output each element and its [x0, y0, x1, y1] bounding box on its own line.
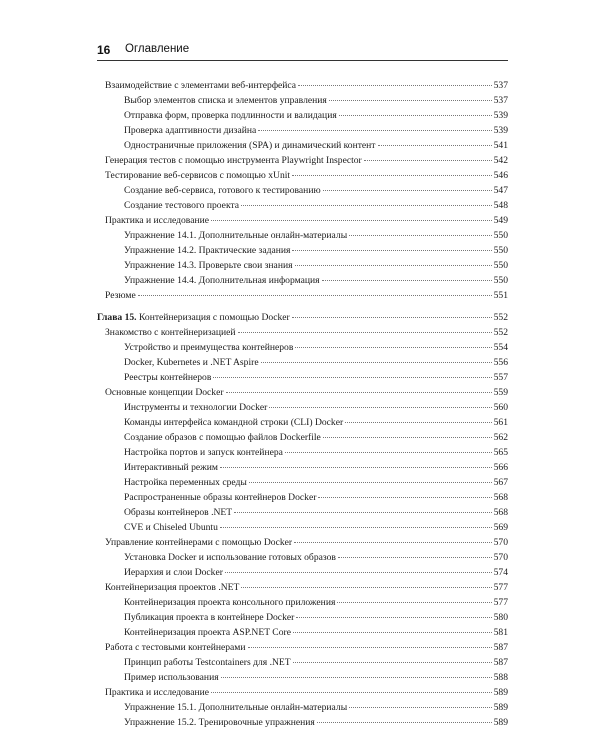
- toc-entry-title: Инструменты и технологии Docker: [124, 402, 268, 413]
- toc-entry-title: Распространенные образы контейнеров Docker: [124, 492, 317, 503]
- leader-dots: [293, 662, 492, 663]
- leader-dots: [248, 647, 492, 648]
- leader-dots: [211, 220, 492, 221]
- toc-entry[interactable]: [97, 108, 508, 123]
- toc-page-number: 550: [493, 275, 508, 286]
- toc-entry[interactable]: [97, 655, 508, 670]
- toc-entry-title: Выбор элементов списка и элементов управления: [124, 95, 327, 106]
- toc-entry[interactable]: [97, 565, 508, 580]
- header-rule: [97, 60, 508, 61]
- toc-entry[interactable]: [97, 228, 508, 243]
- toc-entry[interactable]: [97, 685, 508, 700]
- toc-page-number: 574: [493, 567, 508, 578]
- toc-entry-title: Создание образов с помощью файлов Dockerfile: [124, 432, 321, 443]
- toc-page-number: 565: [493, 447, 508, 458]
- toc-entry-title: Настройка портов и запуск контейнера: [124, 447, 283, 458]
- leader-dots: [226, 392, 492, 393]
- toc-entry[interactable]: [97, 475, 508, 490]
- toc-entry[interactable]: [97, 670, 508, 685]
- leader-dots: [349, 235, 491, 236]
- toc-entry[interactable]: [97, 535, 508, 550]
- toc-page-number: 554: [493, 342, 508, 353]
- toc-entry-title: Реестры контейнеров: [124, 372, 212, 383]
- toc-entry-title: Взаимодействие с элементами веб-интерфейса: [105, 80, 297, 91]
- toc-entry[interactable]: [97, 625, 508, 640]
- leader-dots: [221, 677, 492, 678]
- toc-entry-title: Иерархия и слои Docker: [124, 567, 223, 578]
- leader-dots: [329, 100, 492, 101]
- toc-entry[interactable]: [97, 460, 508, 475]
- toc-entry-title: Резюме: [105, 290, 136, 301]
- toc-entry-title: Упражнение 14.1. Дополнительные онлайн-материалы: [124, 230, 348, 241]
- leader-dots: [293, 632, 492, 633]
- toc-page-number: 550: [493, 260, 508, 271]
- toc-entry-title: Тестирование веб-сервисов с помощью xUnit: [105, 170, 291, 181]
- toc-entry[interactable]: [97, 580, 508, 595]
- leader-dots: [238, 332, 492, 333]
- toc-entry-title: Устройство и преимущества контейнеров: [124, 342, 294, 353]
- toc-entry[interactable]: [97, 640, 508, 655]
- toc-page-number: 589: [493, 702, 508, 713]
- toc-entry[interactable]: [97, 430, 508, 445]
- toc-entry[interactable]: [97, 550, 508, 565]
- toc-page-number: 542: [493, 155, 508, 166]
- toc-entry-title: Команды интерфейса командной строки (CLI) Docker: [124, 417, 344, 428]
- toc-page-number: 546: [493, 170, 508, 181]
- toc-entry-title: Упражнение 14.4. Дополнительная информация: [124, 275, 320, 286]
- toc-entry[interactable]: [97, 610, 508, 625]
- leader-dots: [345, 422, 491, 423]
- toc-entry[interactable]: [97, 273, 508, 288]
- toc-entry[interactable]: [97, 400, 508, 415]
- toc-entry[interactable]: [97, 138, 508, 153]
- toc-entry-title: [97, 310, 290, 325]
- toc-page-number: 550: [493, 230, 508, 241]
- chapter-label: Глава 15.: [97, 312, 137, 323]
- toc-page-number: 568: [493, 492, 508, 503]
- toc-page-number: 557: [493, 372, 508, 383]
- toc-entry[interactable]: [97, 370, 508, 385]
- toc-entry-title: Практика и исследование: [105, 687, 209, 698]
- toc-page-number: 548: [493, 200, 508, 211]
- toc-page-number: 550: [493, 245, 508, 256]
- toc-entry-title: Контейнеризация проекта консольного приложения: [124, 597, 336, 608]
- toc-page-number: 588: [493, 672, 508, 683]
- toc-entry-title: CVE и Chiseled Ubuntu: [124, 522, 218, 533]
- leader-dots: [220, 467, 492, 468]
- toc-entry[interactable]: [97, 520, 508, 535]
- toc-entry[interactable]: [97, 258, 508, 273]
- toc-entry[interactable]: [97, 168, 508, 183]
- toc-entry-title: Одностраничные приложения (SPA) и динамический контент: [124, 140, 376, 151]
- leader-dots: [285, 452, 492, 453]
- leader-dots: [138, 295, 492, 296]
- toc-page-number: 587: [493, 642, 508, 653]
- toc-entry[interactable]: [97, 490, 508, 505]
- leader-dots: [318, 497, 491, 498]
- leader-dots: [225, 572, 492, 573]
- leader-dots: [258, 130, 491, 131]
- toc-entry-title: Создание тестового проекта: [124, 200, 240, 211]
- toc-page-number: 587: [493, 657, 508, 668]
- toc-entry[interactable]: [97, 415, 508, 430]
- toc-entry-title: Генерация тестов с помощью инструмента Playwright Inspector: [105, 155, 362, 166]
- toc-page-number: 577: [493, 597, 508, 608]
- toc-page-number: 551: [493, 290, 508, 301]
- toc-entry-title: Установка Docker и использование готовых образов: [124, 552, 336, 563]
- leader-dots: [364, 160, 492, 161]
- leader-dots: [323, 190, 492, 191]
- toc-page-number: 570: [493, 552, 508, 563]
- toc-entry-title: Отправка форм, проверка подлинности и валидация: [124, 110, 337, 121]
- toc-entry-title: Настройка переменных среды: [124, 477, 247, 488]
- toc-page-number: 539: [493, 125, 508, 136]
- toc-page-number: 581: [493, 627, 508, 638]
- toc-entry[interactable]: [97, 505, 508, 520]
- leader-dots: [213, 377, 491, 378]
- toc-entry[interactable]: [97, 153, 508, 168]
- leader-dots: [378, 145, 492, 146]
- chapter-title: Контейнеризация с помощью Docker: [136, 312, 290, 323]
- leader-dots: [322, 280, 492, 281]
- toc-entry-title: Контейнеризация проектов .NET: [105, 582, 240, 593]
- toc-page-number: 589: [493, 687, 508, 698]
- leader-dots: [298, 85, 492, 86]
- running-title: Оглавление: [125, 43, 190, 55]
- toc-entry-title: Создание веб-сервиса, готового к тестированию: [124, 185, 321, 196]
- toc-entry[interactable]: [97, 93, 508, 108]
- leader-dots: [241, 205, 492, 206]
- toc-entry-title: Основные концепции Docker: [105, 387, 224, 398]
- toc-entry-title: Принцип работы Testcontainers для .NET: [124, 657, 291, 668]
- leader-dots: [234, 512, 491, 513]
- toc-entry-title: Упражнение 15.2. Тренировочные упражнения: [124, 717, 315, 728]
- toc-entry-title: Практика и исследование: [105, 215, 209, 226]
- toc-page-number: 566: [493, 462, 508, 473]
- toc-entry-title: Упражнение 14.3. Проверьте свои знания: [124, 260, 293, 271]
- toc-entry-title: Работа с тестовыми контейнерами: [105, 642, 246, 653]
- toc-page-number: 569: [493, 522, 508, 533]
- toc-page-number: 562: [493, 432, 508, 443]
- leader-dots: [249, 482, 492, 483]
- toc-entry[interactable]: [97, 595, 508, 610]
- leader-dots: [323, 437, 492, 438]
- toc-entry-title: Публикация проекта в контейнере Docker: [124, 612, 295, 623]
- toc-page-number: 549: [493, 215, 508, 226]
- toc-entry[interactable]: [97, 385, 508, 400]
- toc-entry-title: Упражнение 15.1. Дополнительные онлайн-материалы: [124, 702, 348, 713]
- toc-entry[interactable]: [97, 445, 508, 460]
- toc-page-number: 568: [493, 507, 508, 518]
- toc-entry[interactable]: [97, 123, 508, 138]
- toc-entry-title: Проверка адаптивности дизайна: [124, 125, 257, 136]
- toc-page-number: 547: [493, 185, 508, 196]
- leader-dots: [292, 175, 492, 176]
- leader-dots: [295, 265, 492, 266]
- toc-entry[interactable]: [97, 213, 508, 228]
- leader-dots: [338, 557, 492, 558]
- toc-page-number: 589: [493, 717, 508, 728]
- toc-page-number: 556: [493, 357, 508, 368]
- toc-entry-title: Docker, Kubernetes и .NET Aspire: [124, 357, 259, 368]
- leader-dots: [296, 617, 491, 618]
- leader-dots: [211, 692, 492, 693]
- leader-dots: [295, 347, 491, 348]
- toc-page-number: 560: [493, 402, 508, 413]
- toc-page-number: 537: [493, 95, 508, 106]
- toc-entry[interactable]: [97, 700, 508, 715]
- toc-entry[interactable]: [97, 78, 508, 93]
- toc-entry-title: Контейнеризация проекта ASP.NET Core: [124, 627, 291, 638]
- toc-entry[interactable]: [97, 340, 508, 355]
- leader-dots: [294, 542, 492, 543]
- toc-entry[interactable]: [97, 355, 508, 370]
- toc-page-number: 559: [493, 387, 508, 398]
- toc-chapter-entry[interactable]: [97, 310, 508, 325]
- toc-entry[interactable]: [97, 715, 508, 730]
- toc-entry-title: Упражнение 14.2. Практические задания: [124, 245, 291, 256]
- page-number: 16: [97, 43, 111, 57]
- toc-page-number: 570: [493, 537, 508, 548]
- leader-dots: [292, 250, 491, 251]
- toc-page-number: 580: [493, 612, 508, 623]
- toc-entry[interactable]: [97, 325, 508, 340]
- leader-dots: [317, 722, 492, 723]
- toc-page-number: 567: [493, 477, 508, 488]
- toc-page-number: 539: [493, 110, 508, 121]
- toc-page-number: 541: [493, 140, 508, 151]
- toc-entry-title: Пример использования: [124, 672, 219, 683]
- leader-dots: [269, 407, 491, 408]
- toc-entry-title: Интерактивный режим: [124, 462, 218, 473]
- leader-dots: [220, 527, 492, 528]
- leader-dots: [337, 602, 491, 603]
- page-header: [97, 43, 508, 57]
- toc-entry-title: Знакомство с контейнеризацией: [105, 327, 236, 338]
- toc-entry-title: Управление контейнерами с помощью Docker: [105, 537, 293, 548]
- toc-entry-title: Образы контейнеров .NET: [124, 507, 233, 518]
- toc-page-number: 577: [493, 582, 508, 593]
- toc-page-number: 537: [493, 80, 508, 91]
- toc-page-number: 561: [493, 417, 508, 428]
- leader-dots: [241, 587, 491, 588]
- toc-entry[interactable]: [97, 183, 508, 198]
- toc-page-number: 552: [493, 312, 508, 323]
- toc-entry[interactable]: [97, 243, 508, 258]
- leader-dots: [339, 115, 492, 116]
- leader-dots: [261, 362, 492, 363]
- toc-entry[interactable]: [97, 198, 508, 213]
- leader-dots: [349, 707, 491, 708]
- toc-entry[interactable]: [97, 288, 508, 303]
- leader-dots: [292, 317, 492, 318]
- toc-page-number: 552: [493, 327, 508, 338]
- table-of-contents: [97, 78, 508, 730]
